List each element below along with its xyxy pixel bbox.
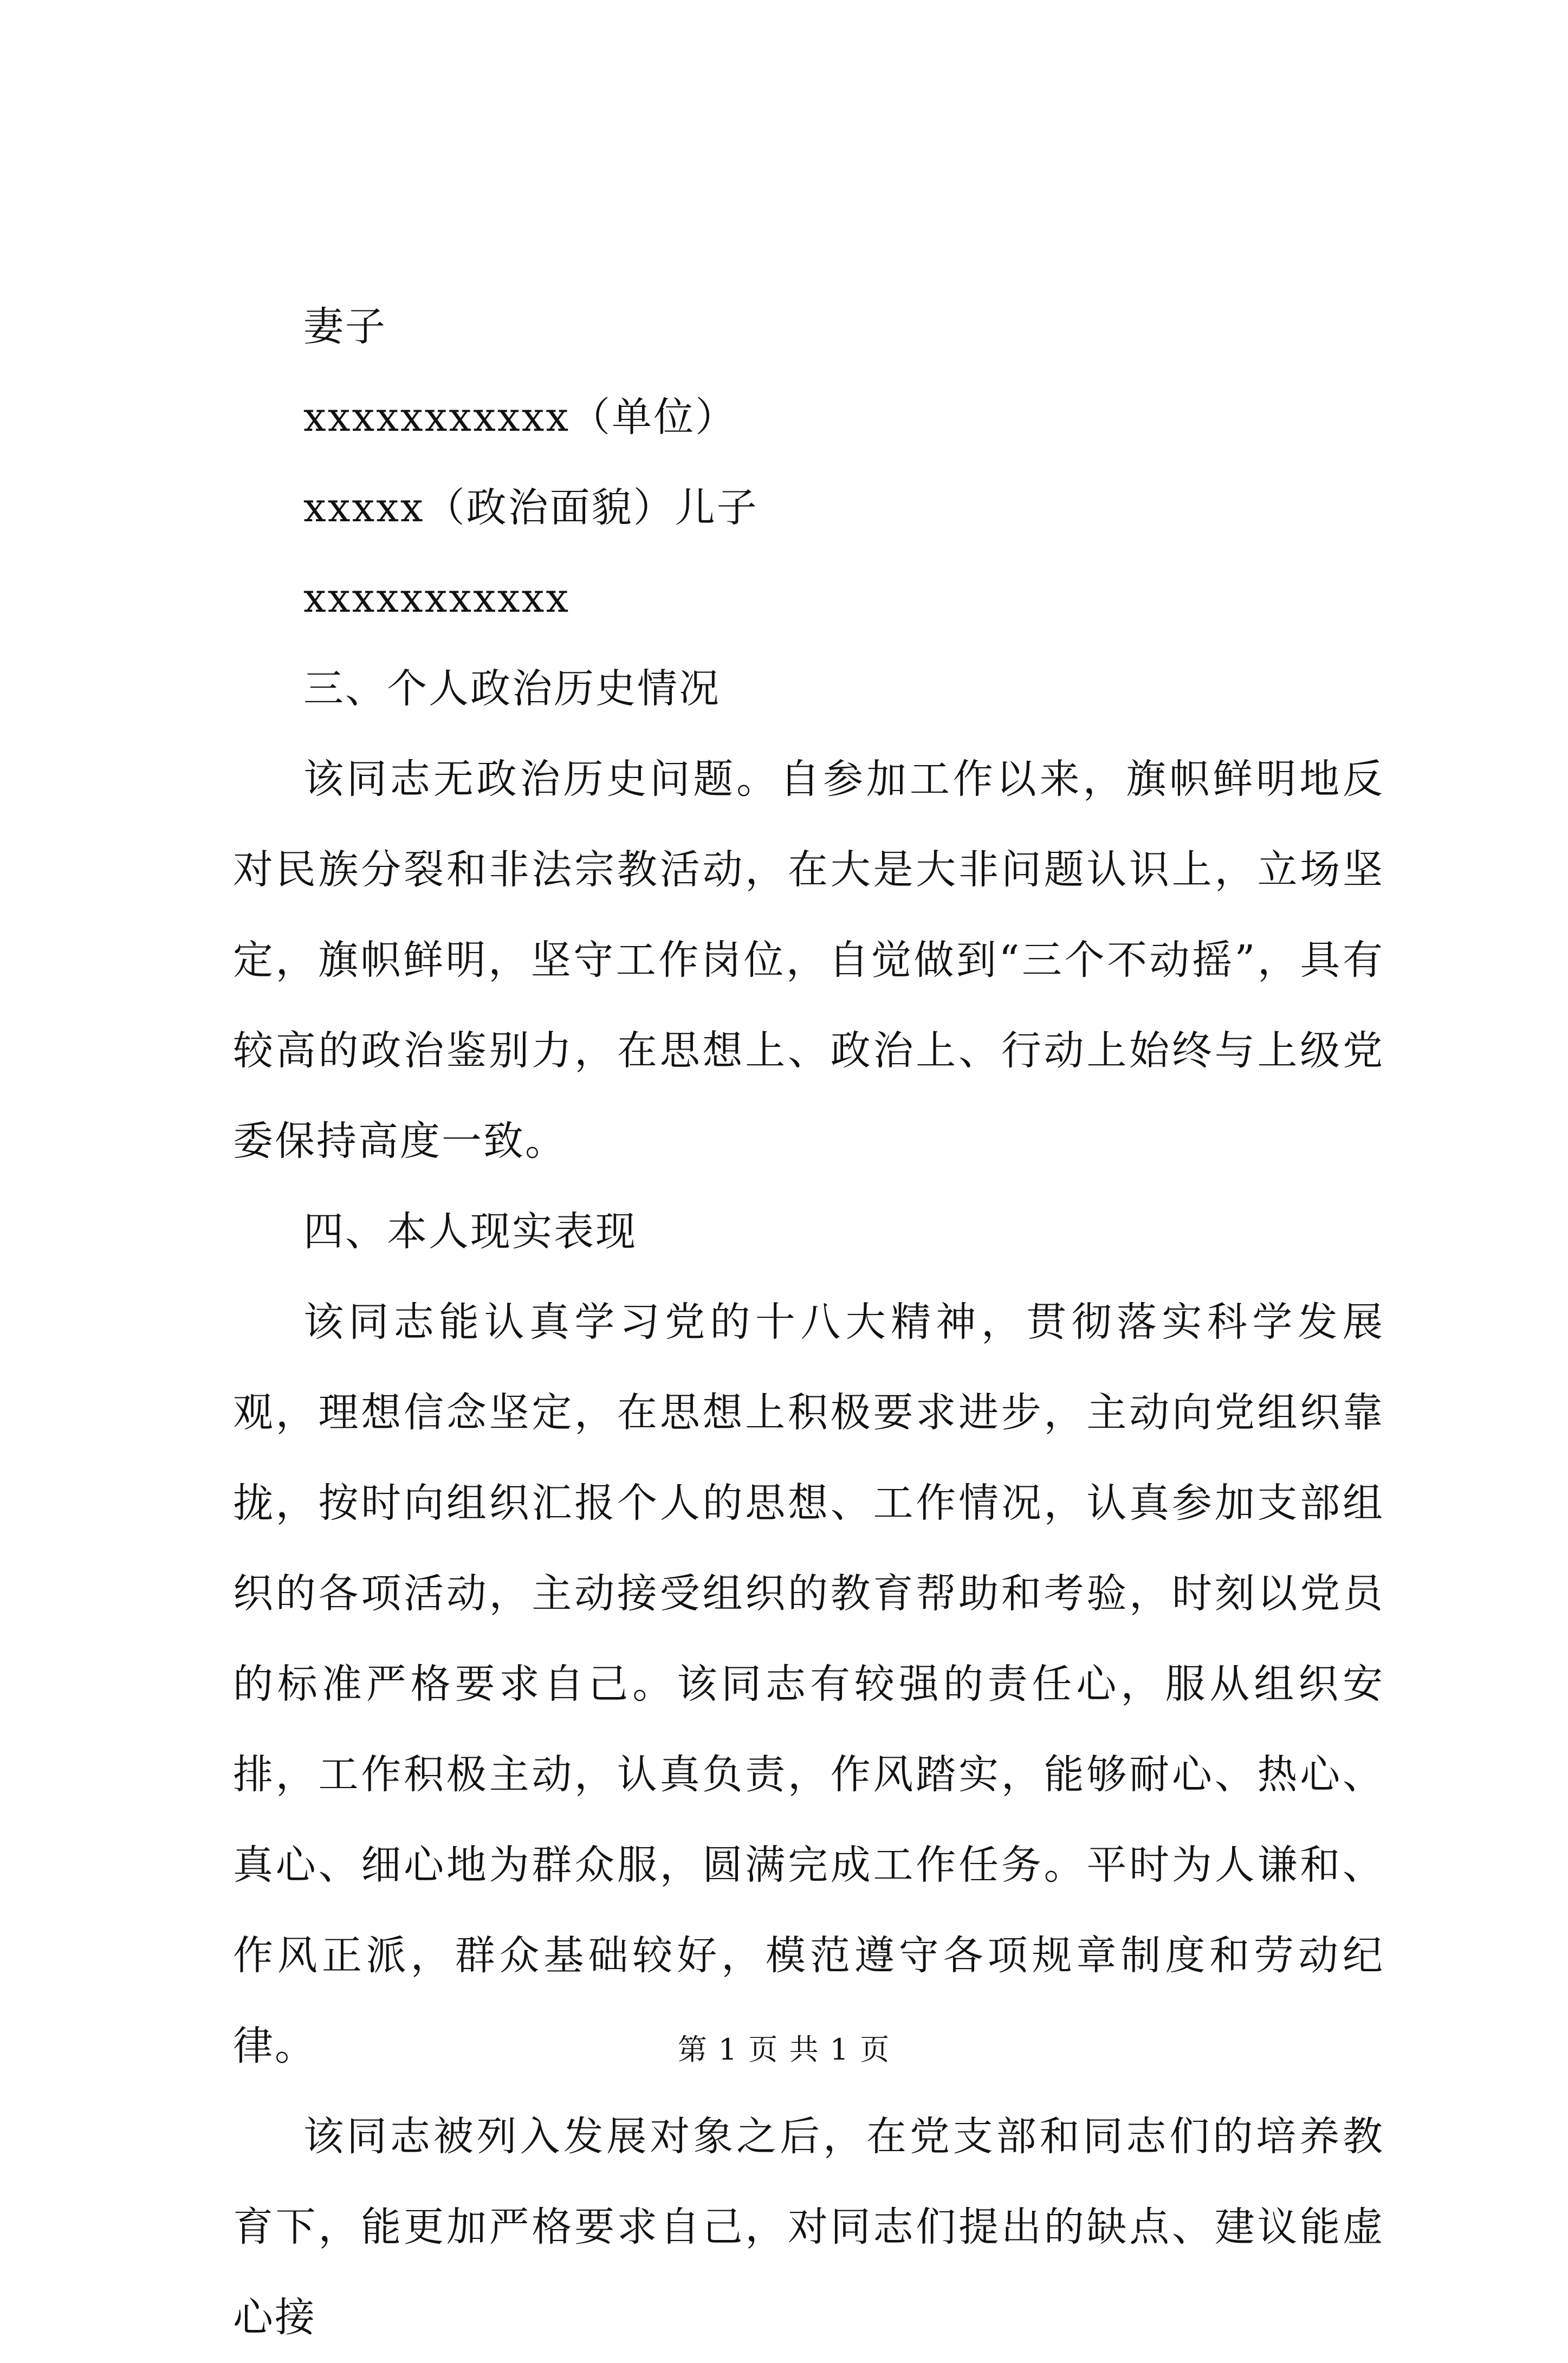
section-title-current-performance: 四、本人现实表现	[303, 1208, 637, 1255]
section-title-political-history: 三、个人政治历史情况	[303, 665, 721, 712]
paragraph-development-target: 该同志被列入发展对象之后，在党支部和同志们的培养教育下，能更加严格要求自己，对同志们提出的缺点、建议能虚心接	[233, 2113, 1384, 2341]
family-son-line: xxxxxxxxxxx	[303, 575, 571, 621]
family-relation-wife: 妻子	[303, 303, 387, 350]
family-unit-line: xxxxxxxxxxx（单位）	[303, 394, 737, 441]
family-political-line: xxxxx（政治面貌）儿子	[303, 484, 759, 531]
page-footer: 第 1 页 共 1 页	[677, 2032, 891, 2067]
paragraph-political-history: 该同志无政治历史问题。自参加工作以来，旗帜鲜明地反对民族分裂和非法宗教活动，在大是大非问题认识上，立场坚定，旗帜鲜明，坚守工作岗位，自觉做到“三个不动摇”，具有较高的政治鉴别力，在思想上、政治上、行动上始终与上级党委保持高度一致。	[233, 756, 1384, 1164]
paragraph-current-performance: 该同志能认真学习党的十八大精神，贯彻落实科学发展观，理想信念坚定，在思想上积极要求进步，主动向党组织靠拢，按时向组织汇报个人的思想、工作情况，认真参加支部组织的各项活动，主动接受组织的教育帮助和考验，时刻以党员的标准严格要求自己。该同志有较强的责任心，服从组织安排，工作积极主动，认真负责，作风踏实，能够耐心、热心、真心、细心地为群众服，圆满完成工作任务。平时为人谦和、作风正派，群众基础较好，模范遵守各项规章制度和劳动纪律。	[233, 1299, 1384, 2069]
